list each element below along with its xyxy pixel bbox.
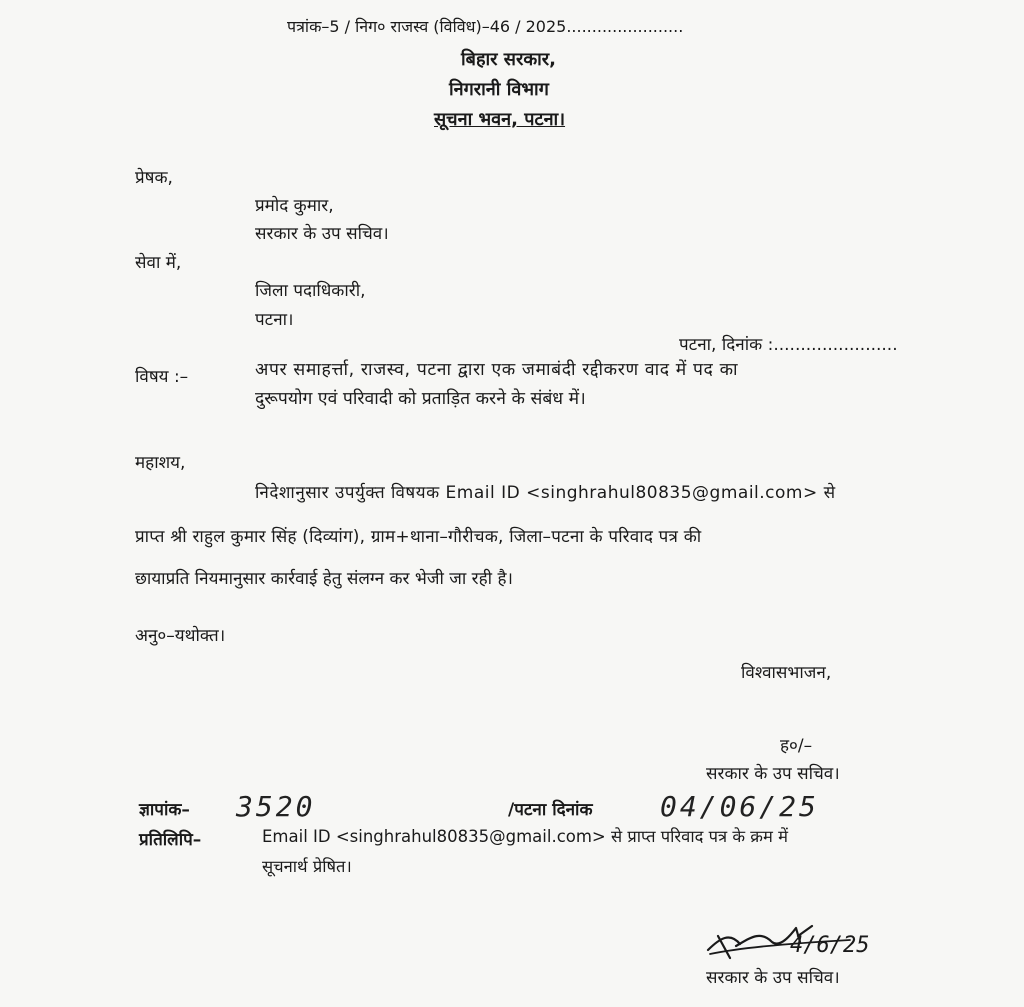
copy-line-1: Email ID <singhrahul80835@gmail.com> से प्राप्त परिवाद पत्र के क्रम में — [262, 827, 788, 846]
header-address: सूचना भवन, पटना। — [434, 109, 566, 130]
memo-label: ज्ञापांक– — [139, 800, 190, 820]
body-line-3: छायाप्रति नियमानुसार कार्रवाई हेतु संलग्न कर भेजी जा रही है। — [135, 569, 513, 589]
salutation: महाशय, — [135, 453, 186, 473]
recipient-place: पटना। — [255, 310, 294, 330]
recipient-name: जिला पदाधिकारी, — [255, 281, 366, 301]
recipient-label: सेवा में, — [135, 253, 182, 273]
signatory: सरकार के उप सचिव। — [706, 764, 840, 784]
copy-line-2: सूचनार्थ प्रेषित। — [262, 857, 352, 876]
final-signatory: सरकार के उप सचिव। — [706, 968, 840, 988]
header-government: बिहार सरकार, — [461, 49, 557, 70]
closing: विश्वासभाजन, — [741, 663, 832, 683]
memo-number-handwritten: 3520 — [236, 790, 316, 823]
subject-label: विषय :– — [135, 367, 189, 387]
date-line: पटना, दिनांक :....................... — [679, 335, 898, 355]
body-line-1: निदेशानुसार उपर्युक्त विषयक Email ID <singhrahul80835@gmail.com> से — [255, 483, 836, 503]
signed-mark: ह०/– — [780, 736, 813, 756]
sender-designation: सरकार के उप सचिव। — [255, 224, 389, 244]
memo-date-label: /पटना दिनांक — [508, 800, 593, 820]
copy-label: प्रतिलिपि– — [139, 830, 202, 850]
enclosure: अनु०–यथोक्त। — [135, 626, 226, 646]
body-line-2: प्राप्त श्री राहुल कुमार सिंह (दिव्यांग), ग्राम+थाना–गौरीचक, जिला–पटना के परिवाद पत्र की — [135, 527, 702, 547]
sender-label: प्रेषक, — [135, 168, 173, 188]
signature-date: 4/6/25 — [790, 933, 870, 958]
subject-line-1: अपर समाहर्त्ता, राजस्व, पटना द्वारा एक जमाबंदी रद्दीकरण वाद में पद का — [255, 360, 739, 380]
reference-number: पत्रांक–5 / निग० राजस्व (विविध)–46 / 2025....................... — [287, 17, 684, 36]
header-department: निगरानी विभाग — [449, 79, 549, 100]
subject-line-2: दुरूपयोग एवं परिवादी को प्रताड़ित करने के संबंध में। — [255, 389, 586, 409]
memo-date-handwritten: 04/06/25 — [660, 790, 819, 823]
sender-name: प्रमोद कुमार, — [255, 196, 334, 216]
